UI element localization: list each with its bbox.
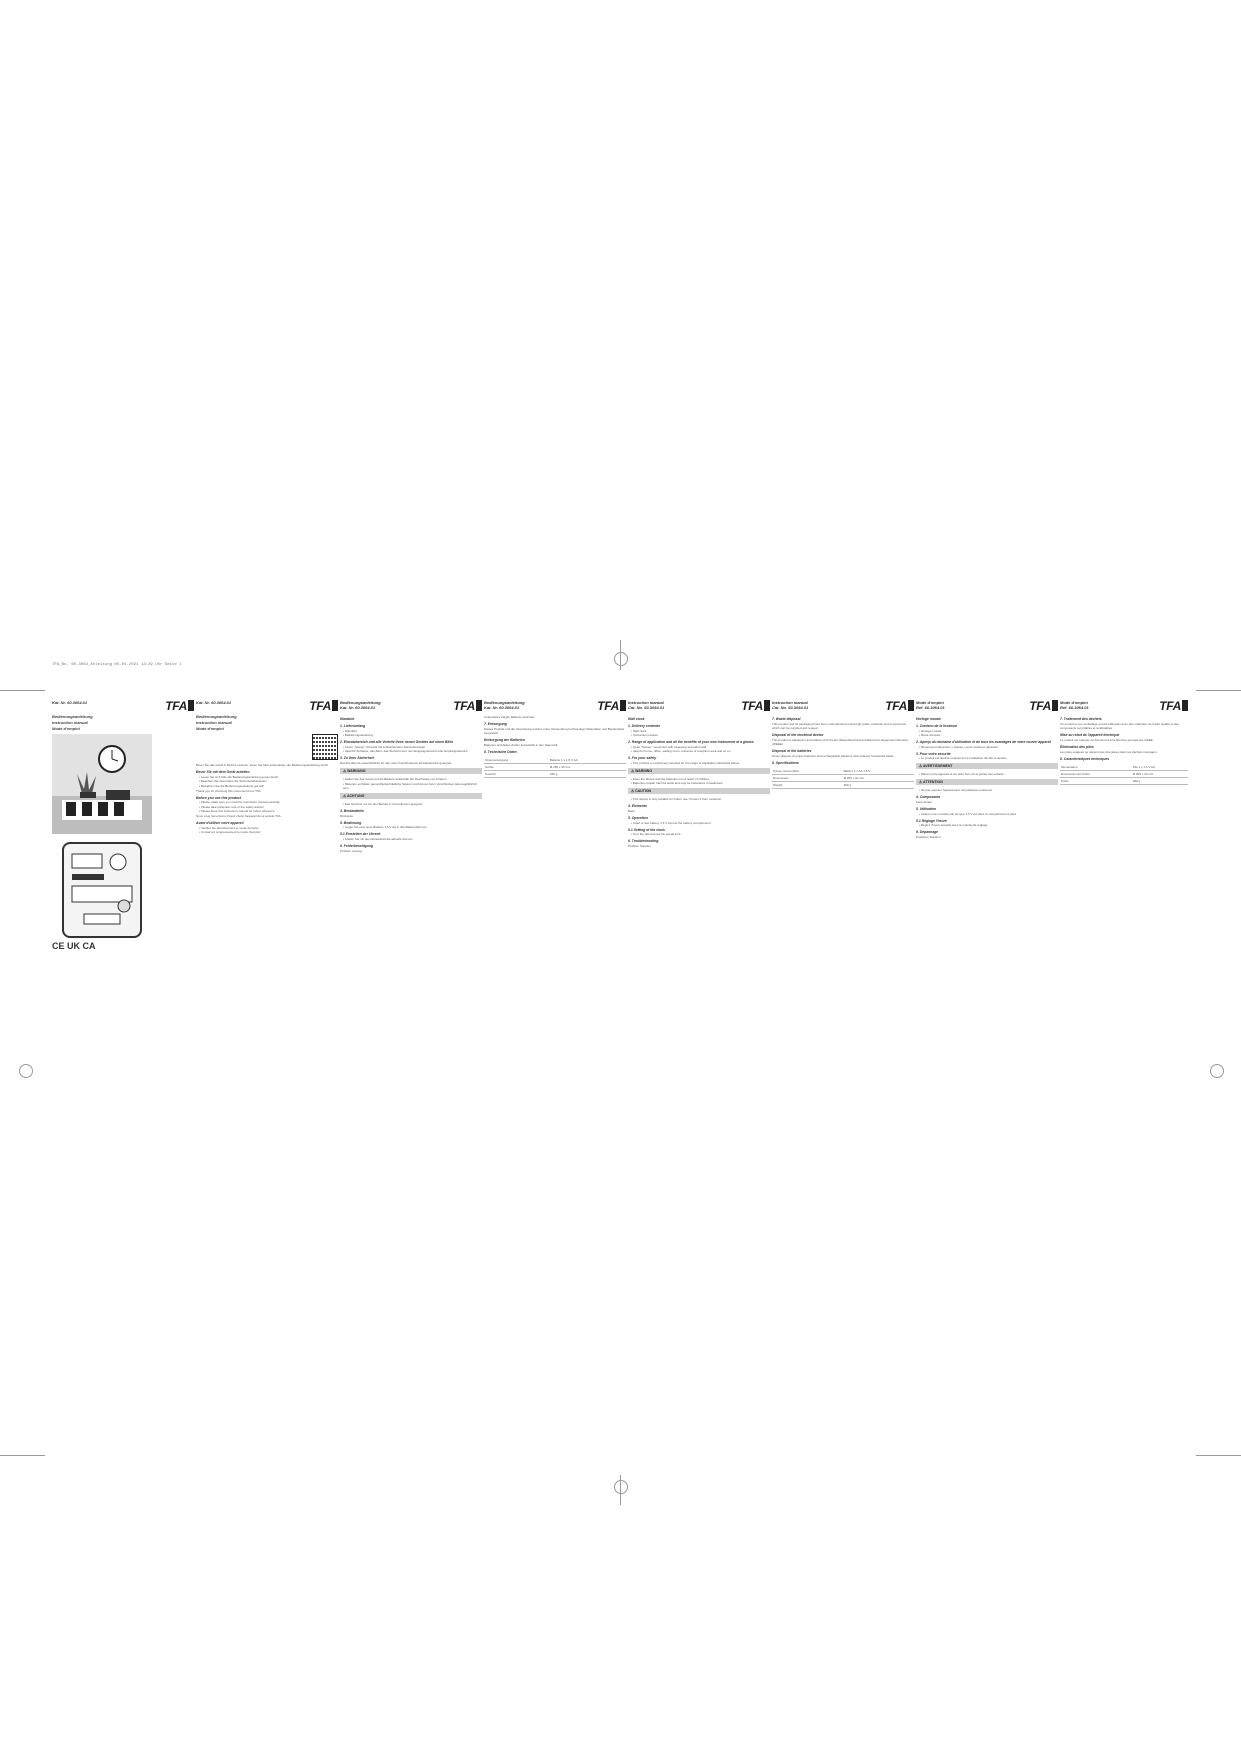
bullet-item: • Batterien enthalten gesundheitsschädliche Säuren und können beim Verschlucken lebensgefährlich sein.	[343, 781, 477, 790]
paragraph: Never dispose of empty batteries and rechargeable batteries with ordinary household waste.	[772, 754, 895, 758]
spec-label: Poids	[1060, 778, 1132, 785]
bullet-item: • Ne pas exposer l'appareil aux températures extrêmes.	[919, 788, 993, 792]
panel-title-block	[484, 700, 525, 710]
bullet-item: • Legen Sie eine neue Batterie 1,5 V AA in das Batteriefach ein.	[343, 825, 428, 829]
section-heading: 7. Entsorgung	[484, 722, 507, 726]
paragraph: Unkorrektes Zeigen Batterie wechseln	[484, 715, 535, 719]
panel-title-block	[1060, 700, 1089, 710]
specs-table	[484, 757, 626, 778]
section-heading: 5. Bedienung	[340, 820, 362, 825]
panel-header	[1060, 700, 1188, 714]
panel-title: Mode d'emploi	[916, 700, 944, 705]
panel-title: Bedienungsanleitung	[484, 700, 525, 705]
paragraph: Les piles usagées ne doivent pas être jetées dans les déchets ménagers.	[1060, 750, 1158, 754]
spec-label: Dimensions du boîtier	[1060, 771, 1132, 778]
reference-number: Kat. Nr. 60.3064.01	[340, 705, 376, 710]
section-heading: 5.1 Setting of the clock	[628, 827, 665, 832]
section-heading: 5.1 Réglage l'heure	[916, 818, 947, 823]
warning-banner: ⚠ WARNUNG	[340, 768, 482, 774]
section-heading: 8. Caractéristiques techniques	[1060, 757, 1110, 761]
bullet-item: • Stellen Sie mit dem Einstellrad die aktuelle Zeit ein.	[343, 836, 414, 841]
panel-intro	[196, 700, 338, 1460]
paragraph: Dieses Produkt und die Verpackung wurden unter Verwendung hochwertiger Materialien und Bestandteile hergestellt.	[484, 727, 625, 735]
crop-mark	[1196, 690, 1241, 691]
section-heading: Disposal of the electrical device	[772, 733, 824, 737]
reference-number: Cat. No. 60.3064.01	[628, 705, 665, 710]
language-fr: Mode d'emploi	[52, 726, 80, 731]
bullet-item: • Instruction manual	[631, 733, 658, 737]
section-heading: 2. Range of application and all the benefits of your new instrument at a glance	[628, 740, 754, 744]
section-heading: Disposal of the batteries	[772, 749, 812, 753]
qr-code[interactable]	[312, 734, 338, 760]
paragraph: Ce produit et son emballage ont été fabriqués avec des matériaux de haute qualité et des composants recyclables et réutilisables.	[1060, 722, 1179, 730]
panel-header	[628, 700, 770, 714]
reference-number: Réf. 60.3064.01	[916, 705, 945, 710]
section-heading: 3. Pour votre sécurité	[916, 751, 951, 756]
brand-logo: TFA	[885, 700, 914, 712]
warning-banner: ⚠ CAUTION	[628, 788, 770, 794]
paragraph: Problem Solution	[628, 844, 651, 848]
section-heading: 4. Bestandteile	[340, 808, 364, 813]
spec-value: Ø 256 x 40 mm	[1132, 771, 1188, 778]
panel-fr-2	[1060, 700, 1188, 1460]
section-heading: Wall clock	[628, 717, 645, 721]
spec-value: Ø 256 x 40 mm	[549, 764, 626, 771]
bullet-item: • Please keep this instruction manual for future reference.	[199, 809, 276, 813]
bullet-item: • This product is exclusively intended for the range of application described above.	[631, 760, 741, 765]
paragraph: Problem Lösung	[340, 848, 362, 853]
brand-logo: TFA	[165, 700, 194, 712]
section-heading: 1. Lieferumfang	[340, 724, 366, 728]
section-heading: 5. Operation	[628, 816, 648, 820]
panel-content	[340, 717, 482, 853]
spec-label: Gewicht	[484, 771, 549, 778]
spec-label: Power consumption	[772, 768, 843, 775]
warning-banner: ⚠ AVERTISSEMENT	[916, 763, 1058, 769]
section-heading: 4. Composants	[916, 795, 941, 799]
paragraph: Back	[628, 809, 635, 813]
bullet-item: • Keep the device and the batteries out of reach of children.	[631, 776, 710, 781]
spec-value: Ø 256 x 40 mm	[843, 775, 914, 782]
spec-value: Pile 1 x 1,5 V AA	[1132, 764, 1188, 771]
bullet-item: • Mode d'emploi	[919, 733, 941, 737]
brand-logo: TFA	[597, 700, 626, 712]
reference-number: Réf. 60.3064.01	[1060, 705, 1089, 710]
section-heading: Wanduhr	[340, 717, 355, 721]
bullet-item: • This device is only suitable for indoor use. Protect it from moisture!	[631, 797, 722, 801]
bullet-item: • Beachten Sie besonders die Sicherheitshinweise!	[199, 779, 267, 783]
bullet-item: • Please make sure you read the instruction manual carefully.	[199, 800, 281, 804]
spec-label: Dimensions	[772, 775, 843, 782]
section-heading: 6. Troubleshooting	[628, 839, 659, 843]
panel-title-block	[340, 700, 381, 710]
brand-logo: TFA	[741, 700, 770, 712]
warning-banner: ⚠ WARNING	[628, 768, 770, 774]
bullet-item: • Please take particular note of the safety advice!	[199, 804, 264, 809]
section-heading: 2. Aperçu du domaine d'utilisation et de tous les avantages de votre nouvel appareil	[916, 740, 1052, 744]
language-fr: Mode d'emploi	[196, 726, 224, 731]
paragraph: Batterien und Akkus dürfen keinesfalls in den Hausmüll.	[484, 743, 559, 747]
bullet-item: • Conservez soigneusement le mode d'emploi!	[199, 830, 261, 834]
bullet-item: • Insert a new battery 1.5 V AA into the battery compartment.	[631, 820, 712, 825]
panel-en-1	[628, 700, 770, 1460]
section-heading: 8. Specifications	[772, 761, 799, 765]
panel-title: Mode d'emploi	[1060, 700, 1088, 705]
bullet-item: • Wall clock	[631, 728, 647, 733]
panel-content	[916, 717, 1058, 839]
panel-title-block	[628, 700, 664, 710]
reference-number: Kat. Nr. 60.3064.01	[52, 700, 88, 705]
product-photo	[52, 734, 152, 834]
bullet-item: • Bewahren Sie die Bedienungsanleitung gut auf!	[199, 783, 265, 788]
panel-title-block	[916, 700, 945, 710]
spec-value: Battery 1 x AA 1.5 V	[843, 768, 914, 775]
bullet-item: • Halten Sie das Gerät und die Batterie außerhalb der Reichweite von Kindern.	[343, 777, 448, 781]
paragraph: Bevor Sie das Gerät in Betrieb nehmen, lesen Sie bitte aufmerksam die Bedienungsanleitung durch.	[196, 763, 329, 767]
panel-de-2	[484, 700, 626, 1460]
warning-banner: ⚠ ATTENTION	[916, 779, 1058, 785]
bullet-item: • Quiet "Sweep" movement with sweeping seconds hand	[631, 744, 707, 749]
section-heading: Horloge murale	[916, 717, 941, 721]
language-list	[52, 714, 194, 732]
section-heading: 3. Zu Ihrer Sicherheit	[340, 756, 374, 760]
spec-value: 360 g	[1132, 778, 1188, 785]
panel-content	[1060, 717, 1188, 785]
language-en: Instruction manual	[52, 720, 88, 725]
section-heading: Before you use this product	[196, 795, 242, 800]
section-heading: 8. Technische Daten	[484, 750, 517, 754]
panel-header	[484, 700, 626, 714]
specs-table	[1060, 764, 1188, 785]
reference-number: Kat. Nr. 60.3064.01	[196, 700, 232, 705]
bullet-item: • Horloge murale	[919, 728, 942, 733]
spec-label: Größe	[484, 764, 549, 771]
paragraph: Thank you for choosing this instrument from TFA.	[196, 788, 262, 793]
table-row	[772, 782, 914, 789]
panel-de-1	[340, 700, 482, 1460]
spec-value: 360 g	[549, 771, 626, 778]
panel-title: Instruction manual	[628, 700, 664, 705]
paragraph: This product is labelled in accordance with the EU Waste Electrical and Electronic Equipment Directive (WEEE).	[772, 738, 909, 746]
reference-number: Cat. No. 60.3064.01	[772, 705, 809, 710]
reference-number: Kat. Nr. 60.3064.01	[484, 705, 520, 710]
section-heading: 7. Waste disposal	[772, 717, 801, 721]
crop-mark	[1196, 1455, 1241, 1456]
section-heading: 2. Einsatzbereich und alle Vorteile Ihres neuen Gerätes auf einen Blick	[340, 740, 454, 744]
spec-value: Batterie 1 x 1,5 V AA	[549, 757, 626, 764]
panel-content	[484, 715, 626, 778]
bullet-item: • Leiser „Sweep" Uhrwerk mit schleichendem Sekundenzeiger	[343, 744, 426, 749]
bullet-item: • Das Gerät ist nur für den Betrieb in Innenräumen geeignet.	[343, 801, 423, 806]
table-row	[484, 764, 626, 771]
brand-logo: TFA	[1029, 700, 1058, 712]
paragraph: Rückseite	[340, 813, 354, 818]
section-heading: 7. Traitement des déchets	[1060, 717, 1102, 721]
panel-header	[916, 700, 1058, 714]
print-header: TFA_No. 60.3064_Anleitung 05.04.2021 13:29 Uhr Seite 1	[52, 663, 182, 667]
certification-marks: CE UK CA	[52, 941, 96, 951]
table-row	[772, 775, 914, 782]
bullet-item: • Placez votre appareil et les piles hors de la portée des enfants.	[919, 772, 1005, 776]
section-heading: 5. Utilisation	[916, 807, 937, 811]
section-heading: Bevor Sie mit dem Gerät arbeiten	[196, 770, 250, 774]
paragraph: Nous vous remercions d'avoir choisi l'appareil de la société TFA.	[196, 814, 282, 818]
panel-header	[196, 700, 338, 714]
bullet-item: • Le produit est destiné uniquement à l'utilisation décrite ci-dessus.	[919, 756, 1008, 760]
section-heading: Avant d'utiliser votre appareil	[196, 821, 244, 825]
paragraph: Das Produkt ist ausschließlich für den oben beschriebenen Einsatzbereich geeignet.	[340, 761, 452, 765]
section-heading: 6. Dépannage	[916, 830, 939, 834]
section-heading: 5.1 Einstellen der Uhrzeit	[340, 832, 381, 836]
section-heading: 1. Delivery contents	[628, 724, 661, 728]
section-heading: 4. Elements	[628, 804, 647, 808]
panel-header	[52, 700, 194, 714]
warning-banner: ⚠ ACHTUNG	[340, 793, 482, 799]
device-back-illustration	[62, 842, 142, 938]
paragraph: Le produit est marqué conformément à la directive européenne DEEE.	[1060, 738, 1154, 742]
paragraph: Problème Solution	[916, 835, 941, 839]
bullet-item: • Batteries contain harmful acids and may be hazardous if swallowed.	[631, 781, 724, 785]
panel-fr-1	[916, 700, 1058, 1460]
brand-logo: TFA	[1159, 700, 1188, 712]
panel-content	[628, 717, 770, 848]
paragraph: This product and its packaging have been manufactured using high-grade materials and components which can be recycled and reused.	[772, 722, 906, 730]
table-row	[1060, 778, 1188, 785]
panel-title: Bedienungsanleitung	[340, 700, 381, 705]
specs-table	[772, 768, 914, 789]
spec-label: Stromversorgung	[484, 757, 549, 764]
crop-mark	[0, 690, 45, 691]
bullet-item: • Réglez l'heure actuelle avec la molette de réglage.	[919, 823, 988, 827]
section-heading: Mise au rebut de l'appareil électrique	[1060, 733, 1120, 737]
section-heading: Entsorgung der Batterien	[484, 738, 525, 742]
panel-title-block	[772, 700, 808, 710]
language-list	[196, 714, 338, 732]
bullet-item: • Ideal for home, office, waiting room, entrance or reception area and so on	[631, 749, 731, 753]
table-row	[484, 771, 626, 778]
section-heading: Élimination des piles	[1060, 745, 1094, 749]
bullet-item: • Lesen Sie sich bitte die Bedienungsanleitung genau durch.	[199, 774, 279, 779]
panel-cover	[52, 700, 194, 1460]
bullet-item: • Ideal für Zuhause, das Büro, das Wohnzimmer, den Eingangsbereich oder Empfangsbereich	[343, 749, 468, 753]
section-heading: 3. For your safety	[628, 756, 657, 760]
bullet-item: • Wanduhr	[343, 728, 357, 733]
bullet-item: • Turn the dial and set the actual time.	[631, 832, 682, 836]
panel-header	[340, 700, 482, 714]
brand-logo: TFA	[309, 700, 338, 712]
bullet-item: • Bedienungsanleitung	[343, 733, 373, 737]
paragraph: Face arrière	[916, 800, 933, 804]
panel-content	[196, 763, 338, 834]
bullet-item: • Mouvement silencieux « Sweep » avec trotteuse glissante	[919, 744, 998, 749]
spec-label: Weight	[772, 782, 843, 789]
language-de: Bedienungsanleitung	[196, 714, 237, 719]
bullet-item: • Veuillez lire attentivement le mode d'emploi.	[199, 825, 260, 830]
language-en: Instruction manual	[196, 720, 232, 725]
registration-mark	[1210, 1064, 1224, 1078]
table-row	[1060, 771, 1188, 778]
panel-en-2	[772, 700, 914, 1460]
bullet-item: • Insérez une nouvelle pile de type 1,5 V AA dans le compartiment à piles.	[919, 811, 1017, 816]
spec-value: 360 g	[843, 782, 914, 789]
spec-label: Alimentation	[1060, 764, 1132, 771]
section-heading: 1. Contenu de la livraison	[916, 724, 958, 728]
brand-logo: TFA	[453, 700, 482, 712]
registration-mark	[614, 652, 628, 666]
panel-title: Instruction manual	[772, 700, 808, 705]
language-de: Bedienungsanleitung	[52, 714, 93, 719]
section-heading: 6. Fehlerbeseitigung	[340, 843, 373, 848]
registration-mark	[19, 1064, 33, 1078]
registration-mark	[614, 1480, 628, 1494]
panel-header	[772, 700, 914, 714]
crop-mark	[0, 1455, 45, 1456]
panel-content	[772, 717, 914, 789]
